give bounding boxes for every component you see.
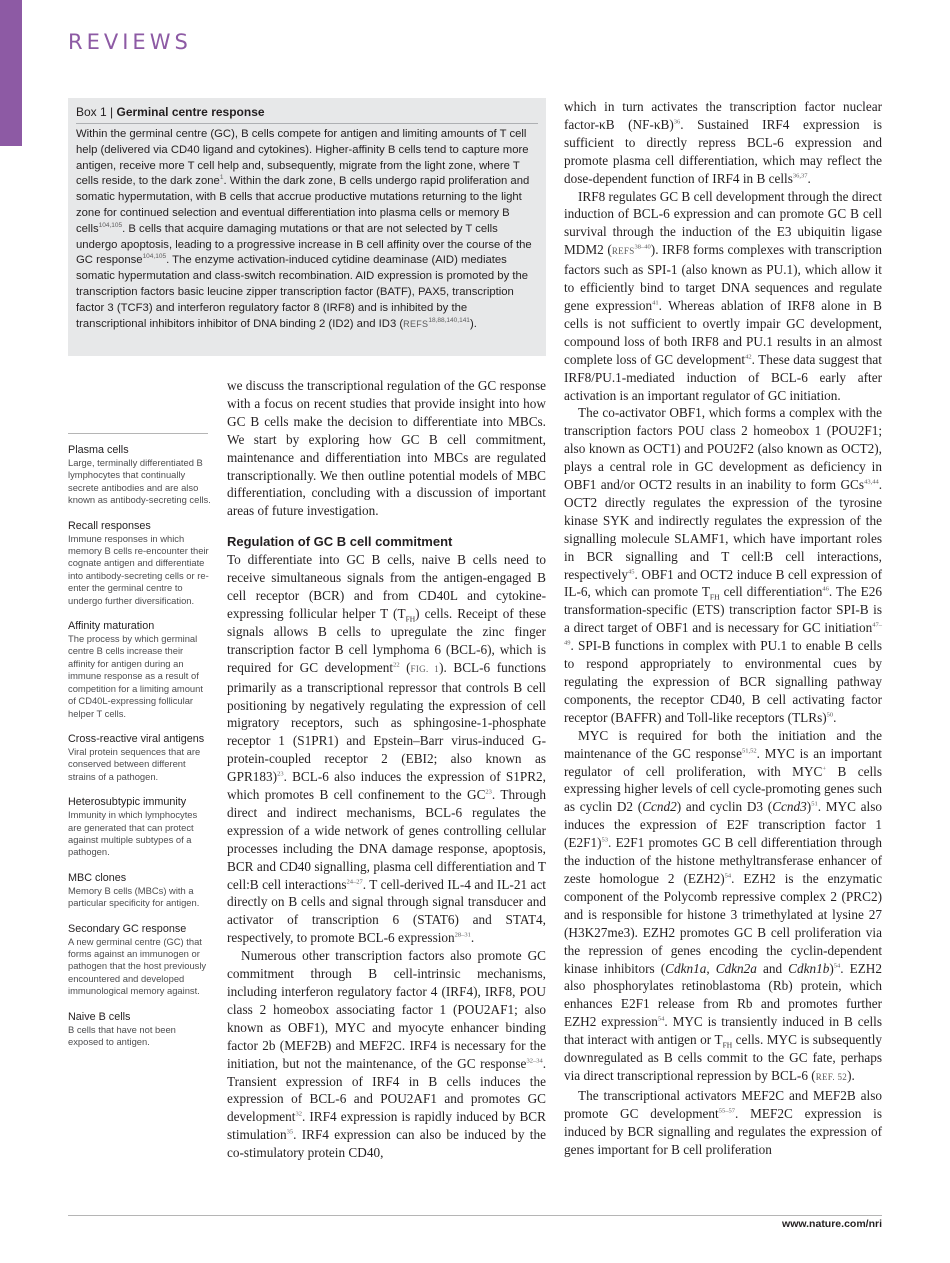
- glossary-entry: [68, 733, 212, 783]
- body-paragraph: The transcriptional activators MEF2C and MEF2B also promote GC development$^{55-57}$. MEF2C expression is induced by BCR signalling and regulates the expression of genes important for B cell proliferation: [564, 1087, 882, 1157]
- body-paragraph: we discuss the transcriptional regulation of the GC response with a focus on recent studies that provide insight into how GC B cells make the decision to differentiate into MBCs. We start by exploring how GC B cell commitment, maintenance and differentiation into MBCs are regulated transcriptionally. We then outline potential models of MBC differentiation, concluding with a discussion of important areas of future investigation.: [227, 378, 546, 519]
- glossary-term: Secondary GC response: [68, 922, 187, 935]
- box-title: [76, 105, 265, 119]
- glossary-term: Naive B cells: [68, 1010, 131, 1023]
- body-paragraph: IRF8 regulates GC B cell development through the direct induction of BCL-6 expression and can promote GC B cell survival through the induction of the E3 ubiquitin ligase MDM2 (REFS$^{38-40}$). IRF8 forms complexes with transcription factors such as SPI-1 (also known as PU.1), which allow it to efficiently bind to target DNA sequences and regulate gene expression$^{41}$. Whereas ablation of IRF8 alone in B cells is not sufficient to overtly impair GC development, compound loss of both IRF8 and PU.1 results in an almost complete loss of GC development$^{42}$. These data suggest that IRF8/PU.1-mediated induction of BCL-6 early after activation is an important regulator of GC initiation.: [564, 188, 883, 403]
- footer-divider: [68, 1215, 882, 1216]
- body-paragraph: To differentiate into GC B cells, naive B cells need to receive simultaneous signals from the antigen-engaged B cell receptor (BCR) and from CD40L and cytokine-expressing follicular helper T $(T_{FH})$ cells. Receipt of these signals allows B cells to upregulate the zinc finger transcription factor B cell lymphoma 6 (BCL-6), which is required for GC development$^{22}$ (FIG. 1). BCL-6 functions primarily as a transcriptional repressor that controls B cell positioning by negatively regulating the expression of cell migratory receptors, such as sphingosine-1-phosphate receptor 1 (S1PR1) and Epstein–Barr virus-induced G-protein-coupled receptor 2 (EBI2; also known as GPR183)$^{23}$. BCL-6 also induces the expression of S1PR2, which promotes B cell confinement to the GC$^{23}$. Through direct and indirect mechanisms, BCL-6 regulates the expression of a wide network of genes controlling cellular processes including the DNA damage response, apoptosis, BCR and CD40 signalling, plasma cell differentiation and T cell:B cell interactions$^{24-27}$. T cell-derived IL-4 and IL-21 act directly on B cells and signal through signal transducer and activator of transcription 6 (STAT6) and STAT4, respectively, to promote BCL-6 expression$^{28-31}$.: [227, 552, 547, 946]
- glossary-entry: [68, 872, 212, 910]
- box-text: Within the germinal centre (GC), B cells compete for antigen and limiting amounts of T cell help (delivered via CD40 ligand and cytokines). Higher-affinity B cells tend to capture more antigen, receive more T cell help and, subsequently, migrate from the light zone, where T cells reside, to the dark zone$^1$. Within the dark zone, B cells undergo rapid proliferation and somatic hypermutation, with B cells that accrue productive mutations returning to the light zone for continued selection and eventual differentiation into plasma cells or memory B cells$^{104,105}$. B cells that acquire damaging mutations or that are not selected by T cells undergo apoptosis, leading to a progressive increase in B cell affinity over the course of the GC response$^{104,105}$. The enzyme activation-induced cytidine deaminase (AID) mediates somatic hypermutation and class-switch recombination. AID expression is promoted by the transcription factors basic leucine zipper transcription factor (BATF), PAX5, transcription factor 3 (TCF3) and interferon regulatory factor 8 (IRF8) and is inhibited by the transcriptional inhibitors inhibitor of DNA binding 2 (ID2) and ID3 (REFS$^{18,88,140,141}$).: [76, 128, 532, 330]
- glossary-divider: [68, 433, 208, 434]
- glossary-definition: Memory B cells (MBCs) with a particular specificity for antigen.: [68, 884, 200, 909]
- box-1: [68, 98, 546, 356]
- glossary-definition: A new germinal centre (GC) that forms against an immunogen or pathogen that the host previously encountered and developed immunological memory against.: [68, 935, 207, 997]
- body-paragraph: The co-activator OBF1, which forms a complex with the transcription factors POU class 2 homeobox 1 (POU2F1; also known as OCT1) and POU2F2 (also known as OCT2), plays a central role in GC development as deficiency in OBF1 and/or OCT2 results in an inability to form GCs$^{43,44}$. OCT2 directly regulates the expression of the tyrosine kinase SYK and indirectly regulates the expression of the signalling molecule SLAMF1, which have important roles in BCR signalling and T cell:B cell interactions, respectively$^{45}$. OBF1 and OCT2 induce B cell expression of IL-6, which can promote $T_{FH}$ cell differentiation$^{46}$. The E26 transformation-specific (ETS) transcription factor SPI-B is a direct target of OBF1 and is necessary for GC initiation$^{47-49}$. SPI-B functions in complex with PU.1 to enable B cells to respond appropriately to environmental cues by regulating the expression of BCR signalling pathway components, the receptor CD40, B cell activating factor receptor (BAFFR) and Toll-like receptors (TLRs)$^{50}$.: [564, 405, 882, 725]
- glossary-definition: The process by which germinal centre B cells increase their affinity for antigen during an immune response as a result of competition for a limiting amount of CD40L-expressing follicular helper T cells.: [68, 633, 203, 719]
- footer-url[interactable]: www.nature.com/nri: [782, 1218, 882, 1230]
- glossary-entry: [68, 520, 212, 607]
- body-paragraph: MYC is required for both the initiation and the maintenance of the GC response$^{51,52}$. MYC is an important regulator of cell proliferation, with MYC+ B cells expressing higher levels of cell cycle-promoting genes such as cyclin D2 (Ccnd2) and cyclin D3 (Ccnd3)$^{51}$. MYC also induces the expression of E2F transcription factor 1 $(E2F1)^{53}$. E2F1 promotes GC B cell differentiation through the induction of the histone methyltransferase enhancer of zeste homologue 2 $(EZH2)^{54}$. EZH2 is the enzymatic component of the Polycomb repressive complex 2 (PRC2) and is responsible for histone 3 trimethylated at lysine 27 (H3K27me3). EZH2 promotes GC B cell proliferation via the repression of genes encoding the cyclin-dependent kinase inhibitors (Cdkn1a, Cdkn2a and Cdkn1b)$^{54}$. EZH2 also phosphorylates retinoblastoma (Rb) protein, which enhances E2F1 release from Rb and promotes further EZH2 expression$^{54}$. MYC is transiently induced in B cells that interact with antigen or $T_{FH}$ cells. MYC is subsequently downregulated as B cells commit to the GC fate, perhaps via direct transcriptional repression by BCL-6 (REF. 52).: [564, 727, 882, 1083]
- glossary-term: Heterosubtypic immunity: [68, 796, 187, 809]
- glossary-term: Cross-reactive viral antigens: [68, 732, 205, 745]
- glossary-term: Plasma cells: [68, 444, 129, 456]
- glossary-entry: [68, 923, 212, 998]
- section-heading: Regulation of GC B cell commitment: [227, 534, 453, 550]
- body-column-2: [564, 98, 882, 1158]
- glossary-definition: Viral protein sequences that are conserved between different strains of a pathogen.: [68, 745, 201, 782]
- glossary-definition: B cells that have not been exposed to antigen.: [68, 1023, 176, 1047]
- glossary-definition: Immune responses in which memory B cells re-encounter their cognate antigen and differentiate into antibody-secreting cells or re-enter the germinal centre to undergo further diversification.: [68, 532, 209, 606]
- glossary-sidebar: [68, 438, 212, 1061]
- glossary-entry: [68, 620, 212, 720]
- glossary-entry: [68, 444, 212, 507]
- glossary-definition: Immunity in which lymphocytes are generated that can protect against multiple subtypes of a pathogen.: [68, 809, 198, 858]
- body-paragraph: Numerous other transcription factors also promote GC commitment through B cell-intrinsic mechanisms, including interferon regulatory factor 4 (IRF4), IRF8, POU class 2 homeobox associating factor 1 (POU2AF1; also known as OBF1), MYC and myocyte enhancer binding factor 2b (MEF2B) and MEF2C. IRF4 is necessary for the initiation, but not the maintenance, of the GC response$^{32-34}$. Transient expression of IRF4 in B cells induces the expression of BCL-6 and POU2AF1 and promotes GC development$^{32}$. IRF4 expression is rapidly induced by BCR stimulation$^{35}$. IRF4 expression can also be induced by the co-stimulatory protein CD40,: [227, 948, 546, 1161]
- glossary-term: Recall responses: [68, 519, 151, 532]
- glossary-entry: [68, 1011, 212, 1049]
- glossary-term: MBC clones: [68, 871, 127, 884]
- running-head: REVIEWS: [68, 30, 192, 54]
- glossary-definition: Large, terminally differentiated B lymphocytes that continually secrete antibodies and are also known as antibody-secreting cells.: [68, 457, 211, 506]
- box-label: Box 1 |: [76, 105, 114, 119]
- body-paragraph: which in turn activates the transcription factor nuclear factor-κB $(NF-\kappa B)^{36}$. Sustained IRF4 expression is sufficient to directly repress BCL-6 expression and promote plasma cell differentiation, which may reflect the dose-dependent function of IRF4 in B cells$^{36,37}$.: [564, 99, 882, 186]
- glossary-term: Affinity maturation: [68, 620, 155, 633]
- body-column-1: [227, 377, 546, 1162]
- box-title-text: Germinal centre response: [116, 105, 265, 119]
- accent-bar: [0, 0, 22, 146]
- glossary-entry: [68, 796, 212, 859]
- box-divider: [76, 123, 538, 124]
